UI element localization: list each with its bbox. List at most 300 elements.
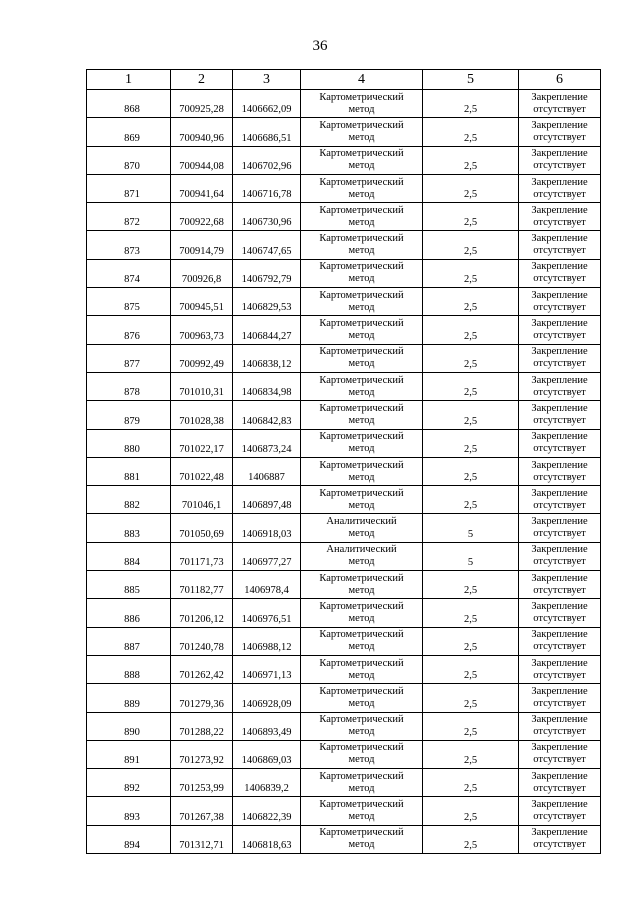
method-cell <box>301 825 423 853</box>
table-row <box>87 316 601 344</box>
method-line: Картометрический <box>319 318 404 330</box>
point-number-cell: 890 <box>87 712 171 740</box>
x-coordinate-cell: 701273,92 <box>171 740 233 768</box>
method-line: Аналитический <box>326 516 397 528</box>
point-number-cell: 874 <box>87 259 171 287</box>
accuracy-cell: 2,5 <box>423 118 519 146</box>
method-line: Картометрический <box>319 233 404 245</box>
accuracy-cell: 2,5 <box>423 259 519 287</box>
column-header: 5 <box>423 70 519 90</box>
y-coordinate-cell: 1406747,65 <box>233 231 301 259</box>
table-row <box>87 174 601 202</box>
page-number: 36 <box>312 38 328 54</box>
method-line: Картометрический <box>319 346 404 358</box>
method-cell <box>301 146 423 174</box>
fixation-cell <box>519 344 601 372</box>
fixation-cell <box>519 769 601 797</box>
fixation-line: Закрепление <box>531 176 588 188</box>
point-number-cell: 891 <box>87 740 171 768</box>
fixation-line: отсутствует <box>533 160 586 172</box>
fixation-line: Закрепление <box>531 148 588 160</box>
column-header: 6 <box>519 70 601 90</box>
y-coordinate-cell: 1406893,49 <box>233 712 301 740</box>
point-number-cell: 875 <box>87 288 171 316</box>
table-row <box>87 599 601 627</box>
accuracy-cell: 2,5 <box>423 599 519 627</box>
table-row <box>87 429 601 457</box>
accuracy-cell: 5 <box>423 514 519 542</box>
accuracy-cell: 2,5 <box>423 740 519 768</box>
fixation-cell <box>519 542 601 570</box>
y-coordinate-cell: 1406928,09 <box>233 684 301 712</box>
fixation-line: отсутствует <box>533 245 586 257</box>
accuracy-cell: 2,5 <box>423 627 519 655</box>
method-line: метод <box>348 556 375 568</box>
fixation-cell <box>519 797 601 825</box>
method-line: метод <box>348 669 375 681</box>
x-coordinate-cell: 701050,69 <box>171 514 233 542</box>
accuracy-cell: 2,5 <box>423 231 519 259</box>
method-cell <box>301 684 423 712</box>
fixation-line: Закрепление <box>531 516 588 528</box>
table-row <box>87 288 601 316</box>
fixation-line: Закрепление <box>531 346 588 358</box>
table-row <box>87 118 601 146</box>
point-number-cell: 883 <box>87 514 171 542</box>
fixation-line: отсутствует <box>533 414 586 426</box>
fixation-line: отсутствует <box>533 697 586 709</box>
method-line: Картометрический <box>319 431 404 443</box>
method-line: Картометрический <box>319 770 404 782</box>
fixation-cell <box>519 599 601 627</box>
fixation-cell <box>519 90 601 118</box>
fixation-line: Закрепление <box>531 714 588 726</box>
point-number-cell: 869 <box>87 118 171 146</box>
method-line: метод <box>348 697 375 709</box>
fixation-line: отсутствует <box>533 471 586 483</box>
point-number-cell: 868 <box>87 90 171 118</box>
fixation-line: отсутствует <box>533 188 586 200</box>
x-coordinate-cell: 700925,28 <box>171 90 233 118</box>
y-coordinate-cell: 1406977,27 <box>233 542 301 570</box>
table-row <box>87 684 601 712</box>
method-line: Картометрический <box>319 685 404 697</box>
x-coordinate-cell: 701046,1 <box>171 486 233 514</box>
y-coordinate-cell: 1406818,63 <box>233 825 301 853</box>
y-coordinate-cell: 1406822,39 <box>233 797 301 825</box>
y-coordinate-cell: 1406842,83 <box>233 401 301 429</box>
fixation-line: отсутствует <box>533 301 586 313</box>
y-coordinate-cell: 1406838,12 <box>233 344 301 372</box>
point-number-cell: 880 <box>87 429 171 457</box>
point-number-cell: 877 <box>87 344 171 372</box>
fixation-line: отсутствует <box>533 443 586 455</box>
accuracy-cell: 2,5 <box>423 372 519 400</box>
method-line: метод <box>348 584 375 596</box>
method-line: метод <box>348 612 375 624</box>
fixation-line: отсутствует <box>533 216 586 228</box>
method-cell <box>301 769 423 797</box>
method-cell <box>301 542 423 570</box>
fixation-line: Закрепление <box>531 261 588 273</box>
method-line: метод <box>348 499 375 511</box>
table-row <box>87 486 601 514</box>
fixation-line: отсутствует <box>533 839 586 851</box>
fixation-line: Закрепление <box>531 402 588 414</box>
fixation-cell <box>519 372 601 400</box>
table-row <box>87 542 601 570</box>
fixation-cell <box>519 486 601 514</box>
method-cell <box>301 316 423 344</box>
table-row <box>87 797 601 825</box>
y-coordinate-cell: 1406869,03 <box>233 740 301 768</box>
accuracy-cell: 2,5 <box>423 316 519 344</box>
fixation-cell <box>519 401 601 429</box>
method-cell <box>301 231 423 259</box>
table-row <box>87 769 601 797</box>
column-header: 2 <box>171 70 233 90</box>
y-coordinate-cell: 1406873,24 <box>233 429 301 457</box>
x-coordinate-cell: 701288,22 <box>171 712 233 740</box>
x-coordinate-cell: 701010,31 <box>171 372 233 400</box>
method-line: метод <box>348 641 375 653</box>
table-row <box>87 90 601 118</box>
y-coordinate-cell: 1406978,4 <box>233 571 301 599</box>
fixation-line: Закрепление <box>531 770 588 782</box>
table-row <box>87 457 601 485</box>
method-line: Картометрический <box>319 799 404 811</box>
y-coordinate-cell: 1406702,96 <box>233 146 301 174</box>
method-line: Картометрический <box>319 459 404 471</box>
accuracy-cell: 2,5 <box>423 288 519 316</box>
fixation-line: Закрепление <box>531 544 588 556</box>
fixation-line: Закрепление <box>531 799 588 811</box>
table-row <box>87 571 601 599</box>
x-coordinate-cell: 700940,96 <box>171 118 233 146</box>
table-row <box>87 655 601 683</box>
coordinates-table <box>86 69 601 854</box>
fixation-line: Закрепление <box>531 318 588 330</box>
method-line: Картометрический <box>319 714 404 726</box>
method-line: Картометрический <box>319 176 404 188</box>
method-line: Картометрический <box>319 204 404 216</box>
accuracy-cell: 2,5 <box>423 203 519 231</box>
x-coordinate-cell: 701253,99 <box>171 769 233 797</box>
y-coordinate-cell: 1406839,2 <box>233 769 301 797</box>
point-number-cell: 893 <box>87 797 171 825</box>
table-row <box>87 627 601 655</box>
fixation-line: Закрепление <box>531 91 588 103</box>
fixation-line: Закрепление <box>531 657 588 669</box>
point-number-cell: 873 <box>87 231 171 259</box>
fixation-cell <box>519 118 601 146</box>
fixation-cell <box>519 203 601 231</box>
y-coordinate-cell: 1406730,96 <box>233 203 301 231</box>
fixation-cell <box>519 740 601 768</box>
method-cell <box>301 344 423 372</box>
point-number-cell: 879 <box>87 401 171 429</box>
x-coordinate-cell: 701022,17 <box>171 429 233 457</box>
method-line: метод <box>348 471 375 483</box>
y-coordinate-cell: 1406662,09 <box>233 90 301 118</box>
method-line: метод <box>348 726 375 738</box>
fixation-line: отсутствует <box>533 811 586 823</box>
accuracy-cell: 2,5 <box>423 146 519 174</box>
table-row <box>87 514 601 542</box>
method-line: Картометрический <box>319 148 404 160</box>
fixation-cell <box>519 825 601 853</box>
fixation-line: отсутствует <box>533 131 586 143</box>
accuracy-cell: 2,5 <box>423 571 519 599</box>
x-coordinate-cell: 700914,79 <box>171 231 233 259</box>
method-cell <box>301 486 423 514</box>
column-header: 4 <box>301 70 423 90</box>
fixation-line: отсутствует <box>533 669 586 681</box>
fixation-line: отсутствует <box>533 386 586 398</box>
method-cell <box>301 655 423 683</box>
y-coordinate-cell: 1406918,03 <box>233 514 301 542</box>
fixation-line: Закрепление <box>531 204 588 216</box>
x-coordinate-cell: 701206,12 <box>171 599 233 627</box>
method-cell <box>301 90 423 118</box>
accuracy-cell: 2,5 <box>423 712 519 740</box>
y-coordinate-cell: 1406988,12 <box>233 627 301 655</box>
fixation-cell <box>519 316 601 344</box>
table-row <box>87 259 601 287</box>
x-coordinate-cell: 701267,38 <box>171 797 233 825</box>
fixation-line: Закрепление <box>531 629 588 641</box>
fixation-line: Закрепление <box>531 459 588 471</box>
fixation-line: отсутствует <box>533 330 586 342</box>
fixation-cell <box>519 514 601 542</box>
fixation-cell <box>519 231 601 259</box>
method-cell <box>301 259 423 287</box>
x-coordinate-cell: 701262,42 <box>171 655 233 683</box>
y-coordinate-cell: 1406897,48 <box>233 486 301 514</box>
method-line: метод <box>348 782 375 794</box>
fixation-cell <box>519 259 601 287</box>
method-line: Картометрический <box>319 742 404 754</box>
fixation-line: Закрепление <box>531 431 588 443</box>
point-number-cell: 888 <box>87 655 171 683</box>
table-row <box>87 372 601 400</box>
method-line: Картометрический <box>319 600 404 612</box>
x-coordinate-cell: 701240,78 <box>171 627 233 655</box>
x-coordinate-cell: 701312,71 <box>171 825 233 853</box>
fixation-line: отсутствует <box>533 641 586 653</box>
fixation-line: отсутствует <box>533 499 586 511</box>
method-line: метод <box>348 754 375 766</box>
method-line: метод <box>348 273 375 285</box>
table-row <box>87 825 601 853</box>
point-number-cell: 870 <box>87 146 171 174</box>
fixation-line: отсутствует <box>533 556 586 568</box>
x-coordinate-cell: 700963,73 <box>171 316 233 344</box>
y-coordinate-cell: 1406716,78 <box>233 174 301 202</box>
method-line: метод <box>348 358 375 370</box>
fixation-cell <box>519 288 601 316</box>
method-cell <box>301 372 423 400</box>
point-number-cell: 872 <box>87 203 171 231</box>
accuracy-cell: 2,5 <box>423 486 519 514</box>
x-coordinate-cell: 700941,64 <box>171 174 233 202</box>
y-coordinate-cell: 1406887 <box>233 457 301 485</box>
point-number-cell: 887 <box>87 627 171 655</box>
fixation-cell <box>519 146 601 174</box>
fixation-line: отсутствует <box>533 584 586 596</box>
x-coordinate-cell: 701171,73 <box>171 542 233 570</box>
y-coordinate-cell: 1406844,27 <box>233 316 301 344</box>
point-number-cell: 884 <box>87 542 171 570</box>
x-coordinate-cell: 701028,38 <box>171 401 233 429</box>
method-cell <box>301 429 423 457</box>
table-row <box>87 231 601 259</box>
accuracy-cell: 2,5 <box>423 684 519 712</box>
x-coordinate-cell: 701022,48 <box>171 457 233 485</box>
method-line: Картометрический <box>319 261 404 273</box>
method-line: метод <box>348 216 375 228</box>
method-line: метод <box>348 839 375 851</box>
method-line: Картометрический <box>319 827 404 839</box>
x-coordinate-cell: 700992,49 <box>171 344 233 372</box>
fixation-line: Закрепление <box>531 374 588 386</box>
fixation-line: отсутствует <box>533 103 586 115</box>
x-coordinate-cell: 701182,77 <box>171 571 233 599</box>
accuracy-cell: 5 <box>423 542 519 570</box>
method-line: Картометрический <box>319 487 404 499</box>
fixation-line: Закрепление <box>531 119 588 131</box>
accuracy-cell: 2,5 <box>423 429 519 457</box>
method-line: Картометрический <box>319 629 404 641</box>
header-row <box>87 70 601 90</box>
y-coordinate-cell: 1406686,51 <box>233 118 301 146</box>
method-cell <box>301 174 423 202</box>
column-header: 3 <box>233 70 301 90</box>
y-coordinate-cell: 1406792,79 <box>233 259 301 287</box>
method-cell <box>301 457 423 485</box>
method-line: метод <box>348 386 375 398</box>
fixation-line: отсутствует <box>533 754 586 766</box>
point-number-cell: 889 <box>87 684 171 712</box>
fixation-line: отсутствует <box>533 358 586 370</box>
method-cell <box>301 118 423 146</box>
point-number-cell: 871 <box>87 174 171 202</box>
point-number-cell: 878 <box>87 372 171 400</box>
fixation-line: Закрепление <box>531 487 588 499</box>
fixation-line: Закрепление <box>531 289 588 301</box>
fixation-cell <box>519 655 601 683</box>
table-row <box>87 203 601 231</box>
method-cell <box>301 571 423 599</box>
point-number-cell: 885 <box>87 571 171 599</box>
method-cell <box>301 712 423 740</box>
method-line: метод <box>348 103 375 115</box>
method-line: метод <box>348 330 375 342</box>
x-coordinate-cell: 700945,51 <box>171 288 233 316</box>
method-line: Картометрический <box>319 119 404 131</box>
method-line: метод <box>348 414 375 426</box>
fixation-cell <box>519 174 601 202</box>
method-line: Картометрический <box>319 402 404 414</box>
fixation-line: отсутствует <box>533 528 586 540</box>
method-line: метод <box>348 131 375 143</box>
fixation-cell <box>519 571 601 599</box>
method-line: метод <box>348 528 375 540</box>
method-line: метод <box>348 301 375 313</box>
fixation-line: отсутствует <box>533 782 586 794</box>
method-line: Картометрический <box>319 657 404 669</box>
fixation-line: Закрепление <box>531 600 588 612</box>
fixation-cell <box>519 684 601 712</box>
accuracy-cell: 2,5 <box>423 174 519 202</box>
method-cell <box>301 203 423 231</box>
x-coordinate-cell: 701279,36 <box>171 684 233 712</box>
method-line: метод <box>348 188 375 200</box>
table-row <box>87 344 601 372</box>
accuracy-cell: 2,5 <box>423 401 519 429</box>
accuracy-cell: 2,5 <box>423 344 519 372</box>
method-cell <box>301 740 423 768</box>
y-coordinate-cell: 1406976,51 <box>233 599 301 627</box>
x-coordinate-cell: 700926,8 <box>171 259 233 287</box>
x-coordinate-cell: 700922,68 <box>171 203 233 231</box>
method-line: Картометрический <box>319 374 404 386</box>
method-line: метод <box>348 160 375 172</box>
method-line: метод <box>348 811 375 823</box>
y-coordinate-cell: 1406971,13 <box>233 655 301 683</box>
point-number-cell: 882 <box>87 486 171 514</box>
fixation-line: отсутствует <box>533 612 586 624</box>
method-cell <box>301 627 423 655</box>
fixation-line: отсутствует <box>533 273 586 285</box>
method-cell <box>301 797 423 825</box>
fixation-line: отсутствует <box>533 726 586 738</box>
fixation-cell <box>519 712 601 740</box>
fixation-cell <box>519 457 601 485</box>
point-number-cell: 886 <box>87 599 171 627</box>
point-number-cell: 894 <box>87 825 171 853</box>
fixation-line: Закрепление <box>531 742 588 754</box>
point-number-cell: 881 <box>87 457 171 485</box>
accuracy-cell: 2,5 <box>423 797 519 825</box>
table-row <box>87 740 601 768</box>
accuracy-cell: 2,5 <box>423 655 519 683</box>
y-coordinate-cell: 1406834,98 <box>233 372 301 400</box>
fixation-line: Закрепление <box>531 685 588 697</box>
table-row <box>87 712 601 740</box>
table-row <box>87 146 601 174</box>
column-header: 1 <box>87 70 171 90</box>
fixation-cell <box>519 627 601 655</box>
method-cell <box>301 401 423 429</box>
accuracy-cell: 2,5 <box>423 769 519 797</box>
method-cell <box>301 599 423 627</box>
x-coordinate-cell: 700944,08 <box>171 146 233 174</box>
method-line: Картометрический <box>319 91 404 103</box>
method-line: Картометрический <box>319 572 404 584</box>
method-cell <box>301 514 423 542</box>
fixation-line: Закрепление <box>531 827 588 839</box>
fixation-cell <box>519 429 601 457</box>
method-cell <box>301 288 423 316</box>
accuracy-cell: 2,5 <box>423 457 519 485</box>
method-line: метод <box>348 443 375 455</box>
fixation-line: Закрепление <box>531 233 588 245</box>
point-number-cell: 876 <box>87 316 171 344</box>
fixation-line: Закрепление <box>531 572 588 584</box>
y-coordinate-cell: 1406829,53 <box>233 288 301 316</box>
method-line: Аналитический <box>326 544 397 556</box>
